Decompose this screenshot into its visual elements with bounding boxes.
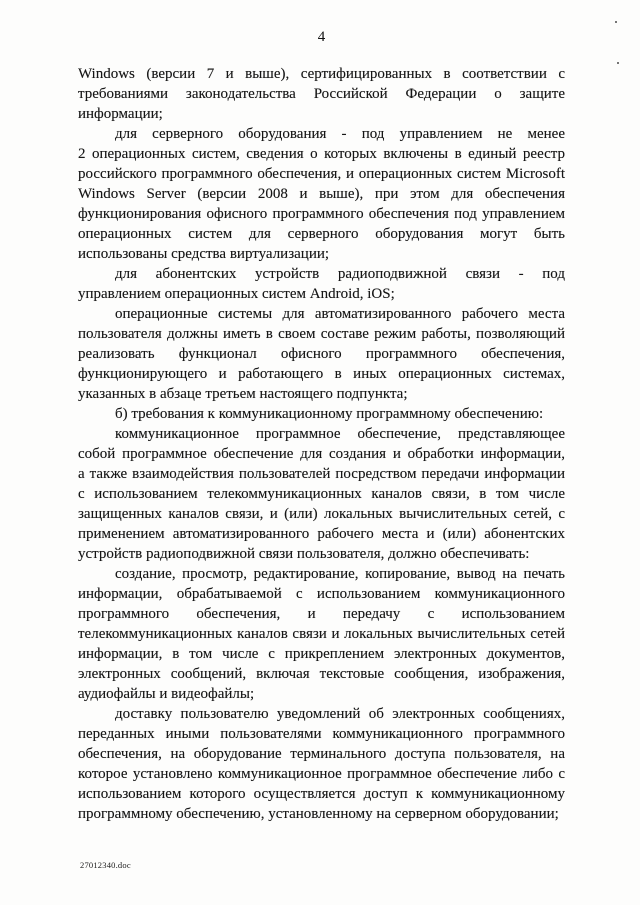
text-line: реализовать функционал офисного программного обеспечения,: [78, 346, 565, 362]
paragraph: [78, 704, 565, 824]
text-line: указанных в абзаце третьем настоящего подпункта;: [78, 386, 408, 402]
text-line: коммуникационное программное обеспечение, представляющее: [115, 426, 565, 442]
text-line: которое установлено коммуникационное программное обеспечение либо с: [78, 766, 565, 782]
text-line: операционных систем для серверного оборудования могут быть: [78, 226, 565, 242]
text-line: для серверного оборудования - под управлением не менее: [115, 126, 565, 142]
paragraph: [78, 564, 565, 704]
text-line: а также взаимодействия пользователей посредством передачи информации: [78, 466, 565, 482]
text-line: защищенных каналов связи, и (или) локальных вычислительных сетей, с: [78, 506, 565, 522]
document-body: [78, 64, 565, 824]
footer-filename: 27012340.doc: [80, 860, 131, 870]
paragraph: [78, 304, 565, 404]
text-line: российского программного обеспечения, и операционных систем Microsoft: [78, 166, 565, 182]
page-number: 4: [317, 29, 326, 45]
text-line: программному обеспечению, установленному на серверном оборудовании;: [78, 806, 559, 822]
text-line: телекоммуникационных каналов связи и локальных вычислительных сетей: [78, 626, 565, 642]
text-line: доставку пользователю уведомлений об электронных сообщениях,: [115, 706, 565, 722]
text-line: управлением операционных систем Android, iOS;: [78, 286, 395, 302]
scan-artifact-dot: [617, 62, 619, 64]
text-line: переданных иными пользователями коммуникационного программного: [78, 726, 565, 742]
text-line: использованием которого осуществляется доступ к коммуникационному: [78, 786, 565, 802]
text-line: информации, обрабатываемой с использованием коммуникационного: [78, 586, 565, 602]
text-line: Windows Server (версии 2008 и выше), при этом для обеспечения: [78, 186, 565, 202]
text-line: операционные системы для автоматизированного рабочего места: [115, 306, 565, 322]
text-line: собой программное обеспечение для создания и обработки информации,: [78, 446, 565, 462]
scan-artifact-dot: [615, 21, 617, 23]
paragraph: [78, 424, 565, 564]
text-line: программного обеспечения, и передачу с использованием: [78, 606, 565, 622]
text-line: 2 операционных систем, сведения о которых включены в единый реестр: [78, 146, 565, 162]
text-line: использованы средства виртуализации;: [78, 246, 330, 262]
text-line: пользователя должны иметь в своем составе режим работы, позволяющий: [78, 326, 565, 342]
paragraph: [78, 124, 565, 264]
text-line: функционирующего и работающего в иных операционных системах,: [78, 366, 565, 382]
text-line: обеспечения, на оборудование терминального доступа пользователя, на: [78, 746, 565, 762]
text-line: Windows (версии 7 и выше), сертифицированных в соответствии с: [78, 66, 565, 82]
text-line: информации;: [78, 106, 163, 122]
text-line: б) требования к коммуникационному программному обеспечению:: [115, 406, 544, 422]
text-line: создание, просмотр, редактирование, копирование, вывод на печать: [115, 566, 565, 582]
text-line: аудиофайлы и видеофайлы;: [78, 686, 255, 702]
text-line: применением автоматизированного рабочего места и (или) абонентских: [78, 526, 565, 542]
text-line: электронных сообщений, включая текстовые сообщения, изображения,: [78, 666, 565, 682]
text-line: устройств радиоподвижной связи пользователя, должно обеспечивать:: [78, 546, 530, 562]
paragraph: [78, 264, 565, 304]
text-line: функционирования офисного программного обеспечения под управлением: [78, 206, 565, 222]
paragraph: [78, 64, 565, 124]
paragraph: [78, 404, 565, 424]
text-line: требованиями законодательства Российской Федерации о защите: [78, 86, 565, 102]
text-line: с использованием телекоммуникационных каналов связи, в том числе: [78, 486, 565, 502]
text-line: для абонентских устройств радиоподвижной связи - под: [115, 266, 565, 282]
text-line: информации, в том числе с прикреплением электронных документов,: [78, 646, 565, 662]
